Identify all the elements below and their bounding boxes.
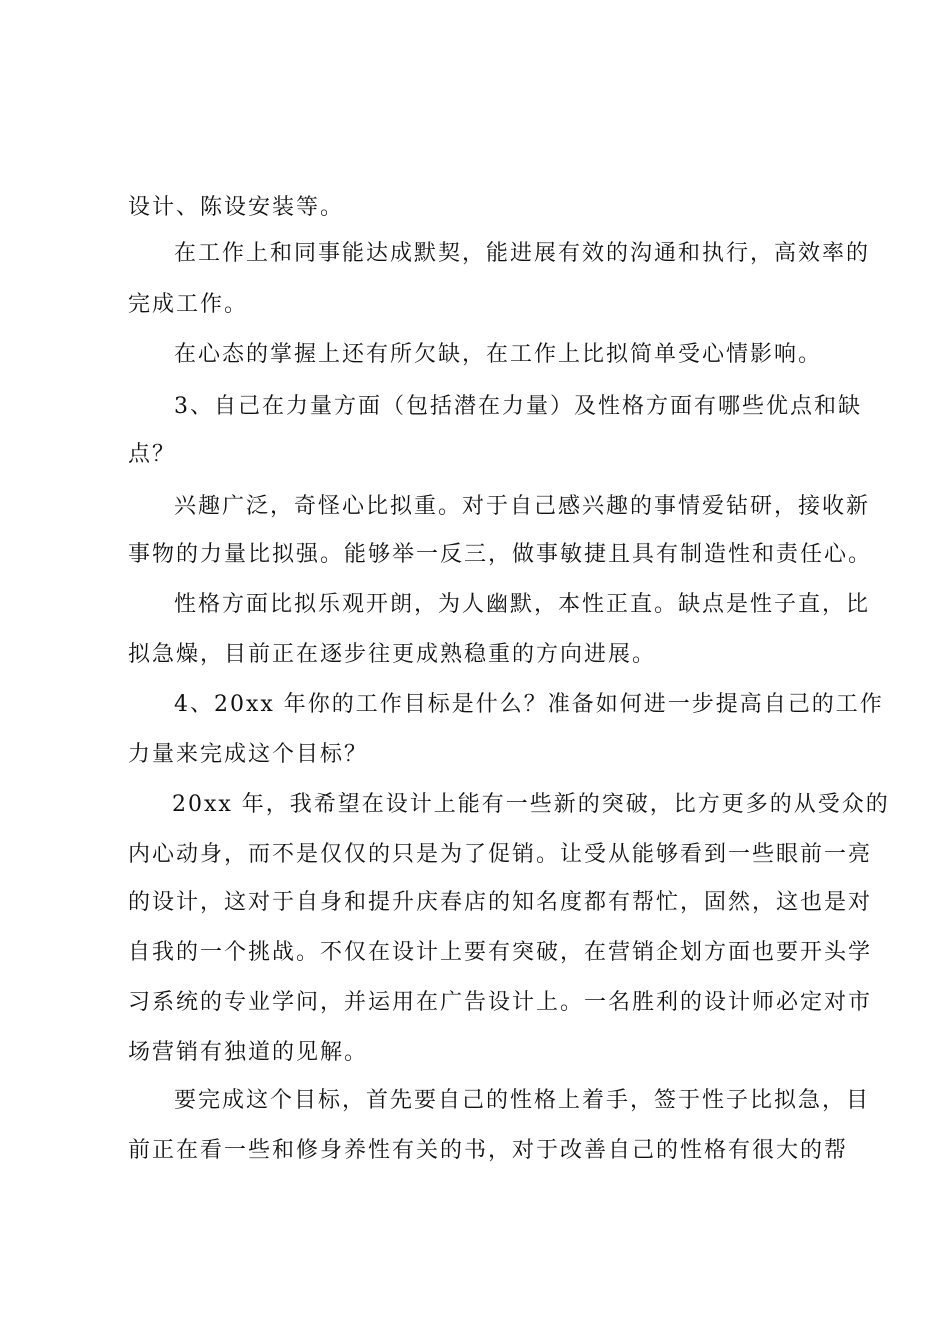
text-line: 场营销有独道的见解。 xyxy=(128,1040,369,1065)
text-line: 性格方面比拟乐观开朗，为人幽默，本性正直。缺点是性子直，比 xyxy=(174,592,871,617)
text-line: 前正在看一些和修身养性有关的书，对于改善自己的性格有很大的帮 xyxy=(128,1138,849,1163)
text-line: 4、20xx 年你的工作目标是什么？准备如何进一步提高自己的工作 xyxy=(174,692,884,717)
text-line: 在工作上和同事能达成默契，能进展有效的沟通和执行，高效率的 xyxy=(174,241,871,266)
text-line: 完成工作。 xyxy=(128,292,249,317)
text-line: 点？ xyxy=(128,442,177,467)
text-line: 在心态的掌握上还有所欠缺，在工作上比拟简单受心情影响。 xyxy=(174,342,823,367)
text-line: 20xx 年，我希望在设计上能有一些新的突破，比方更多的从受众的 xyxy=(172,792,890,817)
text-line: 拟急燥，目前正在逐步往更成熟稳重的方向进展。 xyxy=(128,642,657,667)
text-line: 习系统的专业学问，并运用在广告设计上。一名胜利的设计师必定对市 xyxy=(128,990,873,1015)
text-line: 兴趣广泛，奇怪心比拟重。对于自己感兴趣的事情爱钻研，接收新 xyxy=(174,494,871,519)
text-line: 自我的一个挑战。不仅在设计上要有突破，在营销企划方面也要开头学 xyxy=(128,940,873,965)
text-line: 设计、陈设安装等。 xyxy=(128,195,345,220)
text-line: 力量来完成这个目标？ xyxy=(128,742,369,767)
text-line: 的设计，这对于自身和提升庆春店的知名度都有帮忙，固然，这也是对 xyxy=(128,890,873,915)
text-line: 3、自己在力量方面（包括潜在力量）及性格方面有哪些优点和缺 xyxy=(174,394,862,419)
text-line: 内心动身，而不是仅仅的只是为了促销。让受从能够看到一些眼前一亮 xyxy=(128,842,873,867)
text-line: 要完成这个目标，首先要自己的性格上着手，签于性子比拟急，目 xyxy=(174,1088,871,1113)
text-line: 事物的力量比拟强。能够举一反三，做事敏捷且具有制造性和责任心。 xyxy=(128,542,873,567)
